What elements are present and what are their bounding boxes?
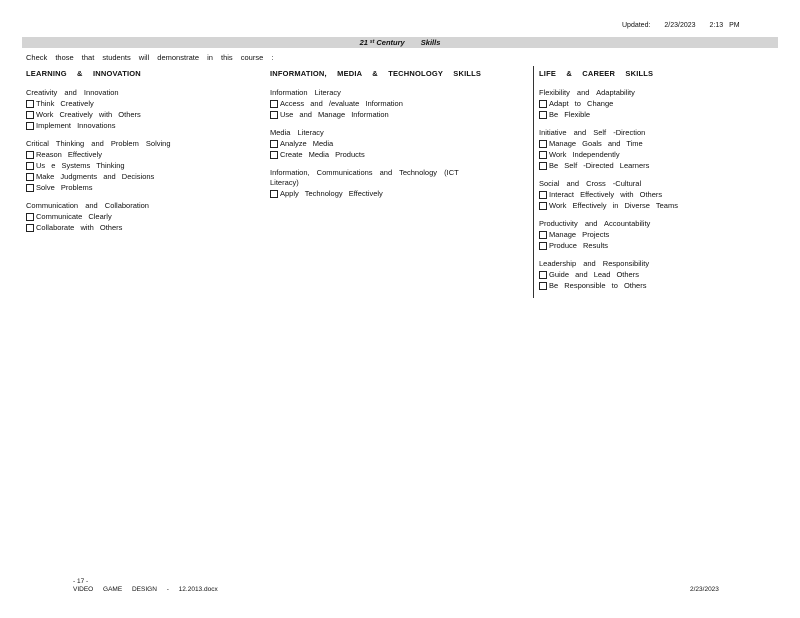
skill-item[interactable] [539,200,769,211]
group-title: Initiative and Self -Direction [539,128,646,137]
checkbox[interactable] [539,282,547,290]
checkbox[interactable] [270,151,278,159]
footer-date: 2/23/2023 [690,586,719,593]
skill-label: Manage Projects [549,230,610,239]
checkbox[interactable] [26,224,34,232]
column-divider [533,66,534,298]
skill-label: Be Responsible to Others [549,281,647,290]
skill-item[interactable] [26,171,256,182]
checkbox[interactable] [26,184,34,192]
skill-label: Communicate Clearly [36,212,112,221]
checkbox[interactable] [26,213,34,221]
checkbox[interactable] [539,231,547,239]
skill-item[interactable] [270,138,500,149]
skill-item[interactable] [26,211,256,222]
checkbox[interactable] [539,191,547,199]
checkbox[interactable] [539,151,547,159]
skill-item[interactable] [26,222,256,233]
group-communication [26,201,256,233]
skill-label: Collaborate with Others [36,223,123,232]
column-title: INFORMATION, MEDIA & TECHNOLOGY SKILLS [270,69,482,78]
group-media-literacy [270,128,500,160]
checkbox[interactable] [270,100,278,108]
group-title: Media Literacy [270,128,324,137]
banner-number: 21 [359,38,368,47]
checkbox[interactable] [539,162,547,170]
group-information-literacy [270,88,500,120]
checkbox[interactable] [26,111,34,119]
skill-item[interactable] [270,149,500,160]
group-title: Critical Thinking and Problem Solving [26,139,171,148]
updated-time: 2:13 [709,22,724,29]
checkbox[interactable] [539,202,547,210]
skill-item[interactable] [539,109,769,120]
column-learning-innovation [26,69,256,241]
group-title: Communication and Collaboration [26,201,149,210]
column-title: LEARNING & INNOVATION [26,69,141,78]
group-creativity [26,88,256,131]
group-productivity [539,219,769,251]
checkbox[interactable] [26,151,34,159]
group-title: Flexibility and Adaptability [539,88,635,97]
group-ict-literacy [270,168,500,199]
skill-item[interactable] [270,109,500,120]
checkbox[interactable] [26,122,34,130]
checkbox[interactable] [539,100,547,108]
skill-label: Make Judgments and Decisions [36,172,155,181]
skill-label: Interact Effectively with Others [549,190,663,199]
skill-label: Work Effectively in Diverse Teams [549,201,678,210]
column-life-career [539,69,769,299]
skill-item[interactable] [26,149,256,160]
skill-label: Be Flexible [549,110,591,119]
group-title: Social and Cross -Cultural [539,179,642,188]
skill-item[interactable] [539,189,769,200]
skill-item[interactable] [539,98,769,109]
skill-label: Apply Technology Effectively [280,189,383,198]
skill-label: Solve Problems [36,183,93,192]
skill-item[interactable] [539,138,769,149]
banner-title: Century Skills [376,38,441,47]
updated-ampm: PM [729,22,740,29]
group-title: Creativity and Innovation [26,88,119,97]
skill-label: Guide and Lead Others [549,270,639,279]
group-initiative [539,128,769,171]
checkbox[interactable] [539,271,547,279]
group-critical-thinking [26,139,256,193]
skill-label: Adapt to Change [549,99,614,108]
skill-label: Use and Manage Information [280,110,389,119]
checkbox[interactable] [26,162,34,170]
checkbox[interactable] [270,111,278,119]
skill-item[interactable] [539,240,769,251]
skill-item[interactable] [539,229,769,240]
skill-label: Work Creatively with Others [36,110,141,119]
checkbox[interactable] [26,173,34,181]
skill-item[interactable] [26,98,256,109]
checkbox[interactable] [26,100,34,108]
skill-label: Be Self -Directed Learners [549,161,650,170]
group-social-cross-cultural [539,179,769,211]
skill-label: Analyze Media [280,139,334,148]
checkbox[interactable] [270,190,278,198]
footer-left [73,578,218,594]
instruction-text: Check those that students will demonstrate in this course : [26,53,274,62]
skill-item[interactable] [26,109,256,120]
group-flexibility [539,88,769,120]
skill-item[interactable] [26,182,256,193]
group-title: Leadership and Responsibility [539,259,650,268]
checkbox[interactable] [539,111,547,119]
updated-stamp [622,22,752,29]
checkbox[interactable] [539,242,547,250]
checkbox[interactable] [270,140,278,148]
skill-label: Us e Systems Thinking [36,161,125,170]
column-title: LIFE & CAREER SKILLS [539,69,654,78]
updated-label: Updated: [622,22,651,29]
column-information-media-technology [270,69,500,207]
page-number: - 17 - [73,578,89,585]
skill-label: Access and /evaluate Information [280,99,403,108]
group-leadership [539,259,769,291]
skill-label: Manage Goals and Time [549,139,643,148]
skill-item[interactable] [270,188,500,199]
skill-item[interactable] [26,160,256,171]
skill-item[interactable] [26,120,256,131]
skill-item[interactable] [539,149,769,160]
group-title: Information, Communications and Technology (ICT Literacy) [270,168,459,187]
century-skills-banner [22,37,778,48]
skill-label: Reason Effectively [36,150,102,159]
skill-label: Create Media Products [280,150,365,159]
group-title: Productivity and Accountability [539,219,651,228]
skill-label: Produce Results [549,241,609,250]
banner-superscript: st [369,39,375,45]
skill-label: Think Creatively [36,99,94,108]
skill-item[interactable] [539,160,769,171]
document-name: VIDEO GAME DESIGN - 12.2013.docx [73,586,218,593]
updated-date: 2/23/2023 [664,22,696,29]
skill-label: Implement Innovations [36,121,116,130]
skill-item[interactable] [270,98,500,109]
skill-item[interactable] [539,269,769,280]
skill-label: Work Independently [549,150,620,159]
skill-item[interactable] [539,280,769,291]
checkbox[interactable] [539,140,547,148]
group-title: Information Literacy [270,88,341,97]
